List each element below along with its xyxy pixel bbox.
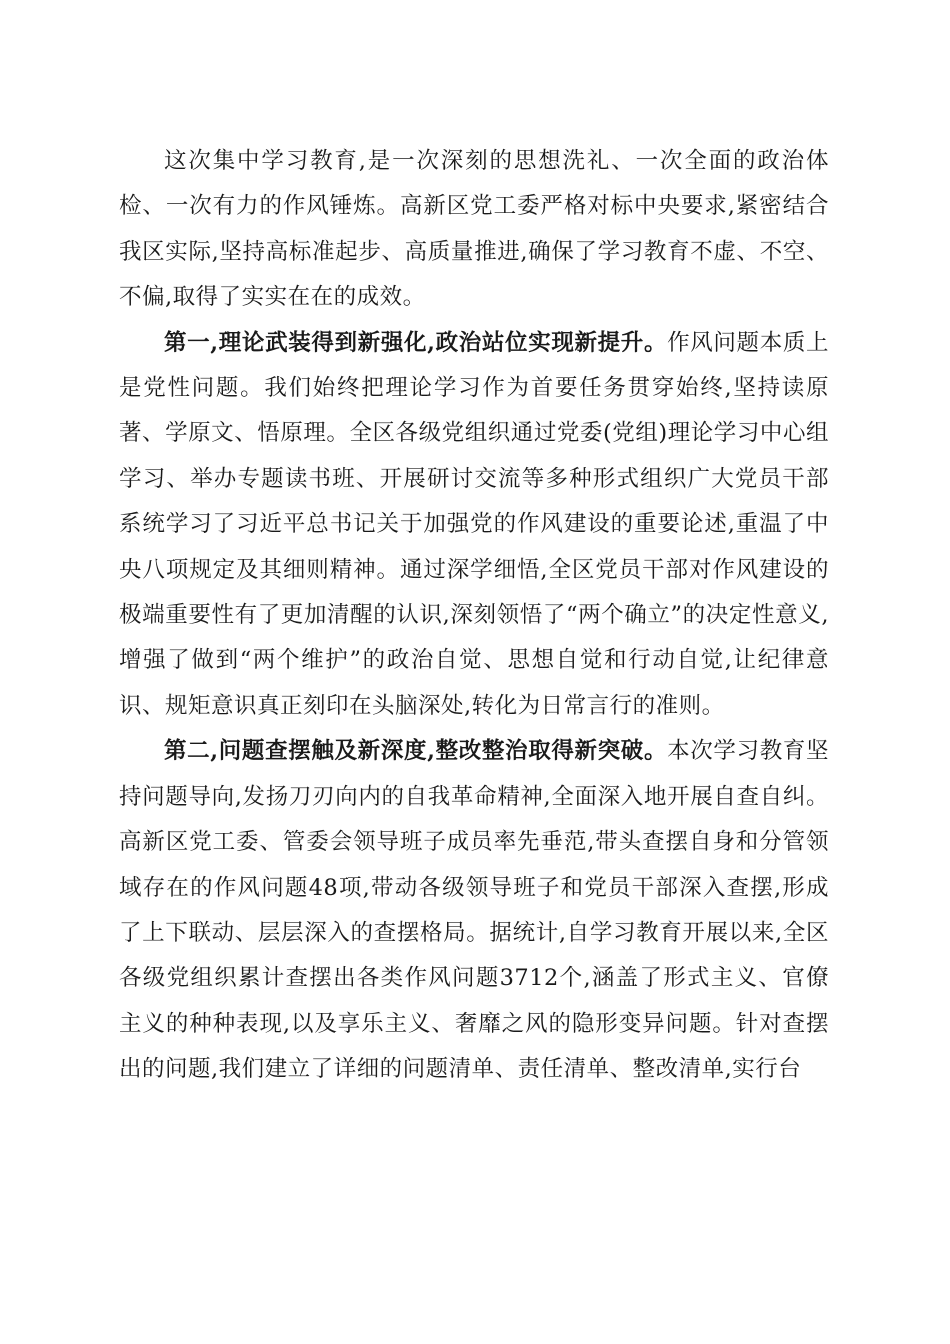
paragraph-body: 作风问题本质上是党性问题。我们始终把理论学习作为首要任务贯穿始终,坚持读原著、学原文、悟原理。全区各级党组织通过党委(党组)理论学习中心组学习、举办专题读书班、开展研讨交流等多种形式组织广大党员干部系统学习了习近平总书记关于加强党的作风建设的重要论述,重温了中央八项规定及其细则精神。通过深学细悟,全区党员干部对作风建设的极端重要性有了更加清醒的认识,深刻领悟了“两个确立”的决定性意义,增强了做到“两个维护”的政治自觉、思想自觉和行动自觉,让纪律意识、规矩意识真正刻印在头脑深处,转化为日常言行的准则。 bbox=[119, 329, 829, 719]
paragraph-point-two bbox=[119, 729, 829, 1092]
document-page bbox=[119, 139, 829, 1093]
paragraph-body: 这次集中学习教育,是一次深刻的思想洗礼、一次全面的政治体检、一次有力的作风锤炼。高新区党工委严格对标中央要求,紧密结合我区实际,坚持高标准起步、高质量推进,确保了学习教育不虚、不空、不偏,取得了实实在在的成效。 bbox=[119, 148, 829, 311]
paragraph-lead: 第二,问题查摆触及新深度,整改整治取得新突破。 bbox=[164, 738, 668, 765]
paragraph-intro bbox=[119, 139, 829, 321]
paragraph-body: 本次学习教育坚持问题导向,发扬刀刃向内的自我革命精神,全面深入地开展自查自纠。高新区党工委、管委会领导班子成员率先垂范,带头查摆自身和分管领域存在的作风问题48项,带动各级领导班子和党员干部深入查摆,形成了上下联动、层层深入的查摆格局。据统计,自学习教育开展以来,全区各级党组织累计查摆出各类作风问题3712个,涵盖了形式主义、官僚主义的种种表现,以及享乐主义、奢靡之风的隐形变异问题。针对查摆出的问题,我们建立了详细的问题清单、责任清单、整改清单,实行台 bbox=[119, 738, 829, 1083]
paragraph-lead: 第一,理论武装得到新强化,政治站位实现新提升。 bbox=[164, 329, 668, 356]
paragraph-point-one bbox=[119, 321, 829, 730]
